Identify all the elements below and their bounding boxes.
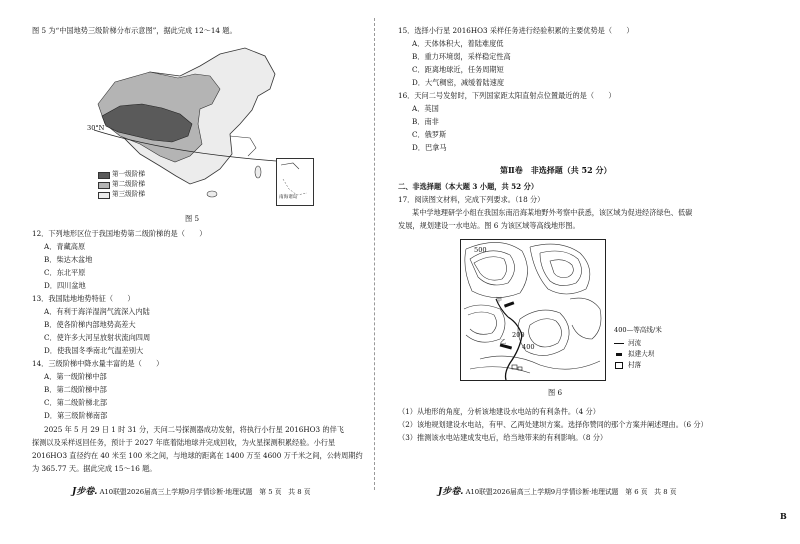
q12-stem: 12．下列地形区位于我国地势第二级阶梯的是（ ） bbox=[32, 229, 207, 238]
q12-option-a: A．青藏高原 bbox=[44, 242, 86, 251]
figure6-caption: 图 6 bbox=[548, 388, 563, 397]
q14-option-d: D．第三级阶梯南部 bbox=[44, 411, 108, 420]
q13-option-b: B．使各阶梯内部地势高差大 bbox=[44, 320, 136, 329]
q13-option-d: D．使我国冬季南北气温差别大 bbox=[44, 346, 144, 355]
legend-swatch-first bbox=[98, 172, 110, 179]
passage-line-1: 2025 年 5 月 29 日 1 时 31 分，天问二号探测器成功发射，将执行小行星 2016HO3 的伴飞 bbox=[44, 425, 344, 434]
section-title: 第Ⅱ卷 非选择题（共 52 分） bbox=[500, 165, 612, 175]
right-footer-text: A10联盟2026届高三上学期9月学情诊断·地理试题 第 6 页 共 8 页 bbox=[465, 488, 677, 496]
left-footer bbox=[72, 484, 311, 497]
q12-option-b: B．柴达木盆地 bbox=[44, 255, 93, 264]
q16-stem: 16．天问二号发射时，下列国家距太阳直射点位置最近的是（ ） bbox=[398, 91, 616, 100]
legend-village-swatch bbox=[615, 362, 623, 369]
q15-option-b: B．重力环境弱，采样稳定性高 bbox=[412, 52, 511, 61]
q16-option-d: D．巴拿马 bbox=[412, 143, 447, 152]
legend-first: 第一级阶梯 bbox=[112, 170, 145, 178]
q14-option-a: A．第一级阶梯中部 bbox=[44, 372, 107, 381]
q13-stem: 13．我国陆地地势特征（ ） bbox=[32, 294, 135, 303]
right-footer bbox=[438, 484, 677, 497]
q16-option-a: A．英国 bbox=[412, 104, 439, 113]
q17-sub-2: （2）该地规划建设水电站，有甲、乙两处建坝方案。选择你赞同的那个方案并阐述理由。（6 分） bbox=[398, 420, 708, 429]
section-subtitle: 二、非选择题（本大题 3 小题，共 52 分） bbox=[398, 182, 539, 191]
paper-version-mark: B bbox=[780, 511, 787, 521]
q17-text-line-2: 发展，规划建设一水电站。图 6 为该区域等高线地形图。 bbox=[398, 221, 580, 230]
q17-sub-1: （1）从地形的角度，分析该地建设水电站的有利条件。（4 分） bbox=[398, 407, 600, 416]
south-sea-inset bbox=[276, 158, 314, 206]
q15-option-a: A．天体体积大，着陆难度低 bbox=[412, 39, 504, 48]
q16-option-b: B．南非 bbox=[412, 117, 439, 126]
inset-label: 南海诸岛 bbox=[279, 195, 298, 200]
site-b-label: 乙 bbox=[500, 339, 507, 346]
legend-dam: 拟建大坝 bbox=[628, 350, 655, 358]
q15-option-c: C．距离地球近，任务周期短 bbox=[412, 65, 504, 74]
legend-village: 村落 bbox=[628, 361, 642, 369]
publisher-logo: J步卷. bbox=[72, 487, 98, 497]
contour-label-200: 200 bbox=[512, 331, 525, 339]
legend-contour-label: 等高线/米 bbox=[633, 326, 662, 334]
legend-river-swatch bbox=[614, 343, 624, 344]
q14-stem: 14．三级阶梯中降水量丰富的是（ ） bbox=[32, 359, 164, 368]
legend-second: 第二级阶梯 bbox=[112, 180, 145, 188]
q16-option-c: C．俄罗斯 bbox=[412, 130, 447, 139]
legend-river: 河流 bbox=[628, 339, 642, 347]
legend-dam-swatch bbox=[616, 353, 622, 356]
contour-label-500: 500 bbox=[474, 246, 487, 254]
site-a-label: 甲 bbox=[496, 297, 503, 304]
q13-option-c: C．使许多大河呈放射状流向四周 bbox=[44, 333, 151, 342]
figure5-caption: 图 5 bbox=[185, 214, 200, 223]
contour-map bbox=[460, 239, 606, 381]
q15-option-d: D．大气稠密，减缓着陆速度 bbox=[412, 78, 505, 87]
q14-option-c: C．第二级阶梯北部 bbox=[44, 398, 108, 407]
q15-stem: 15．选择小行星 2016HO3 采样任务进行经验积累的主要优势是（ ） bbox=[398, 26, 634, 35]
legend-swatch-third bbox=[98, 192, 110, 199]
left-footer-text: A10联盟2026届高三上学期9月学情诊断·地理试题 第 5 页 共 8 页 bbox=[99, 488, 311, 496]
q12-option-d: D．四川盆地 bbox=[44, 281, 86, 290]
legend-contour-value: 400 bbox=[614, 326, 627, 334]
passage-line-2: 探测以及采样返回任务，预计于 2027 年底着陆地球并完成回收，为火星探测积累经验。小行星 bbox=[32, 438, 336, 447]
passage-line-3: 2016HO3 直径约在 40 米至 100 米之间，与地球的距离在 1400 万至 4600 万千米之间，公转周期约 bbox=[32, 451, 363, 460]
legend-contour: 400—等高线/米 bbox=[614, 326, 662, 334]
q13-option-a: A．有利于海洋湿润气流深入内陆 bbox=[44, 307, 150, 316]
q14-option-b: B．第二级阶梯中部 bbox=[44, 385, 107, 394]
passage-line-4: 为 365.77 天。据此完成 15～16 题。 bbox=[32, 464, 157, 473]
contour-label-400: 400 bbox=[522, 343, 535, 351]
q17-stem: 17．阅读图文材料，完成下列要求。（18 分） bbox=[398, 195, 545, 204]
intro-text: 图 5 为“中国地势三级阶梯分布示意图”，据此完成 12～14 题。 bbox=[32, 26, 237, 35]
q17-text-line-1: 某中学地理研学小组在我国东南沿海某地野外考察中获悉，该区域为促进经济绿色、低碳 bbox=[412, 208, 693, 217]
q17-sub-3: （3）推测该水电站建成发电后，给当地带来的有利影响。（8 分） bbox=[398, 433, 608, 442]
lat-label: 30°N bbox=[87, 124, 105, 132]
publisher-logo-right: J步卷. bbox=[438, 487, 464, 497]
page-divider bbox=[374, 18, 375, 490]
q12-option-c: C．东北平原 bbox=[44, 268, 86, 277]
legend-swatch-second bbox=[98, 182, 110, 189]
legend-third: 第三级阶梯 bbox=[112, 190, 145, 198]
